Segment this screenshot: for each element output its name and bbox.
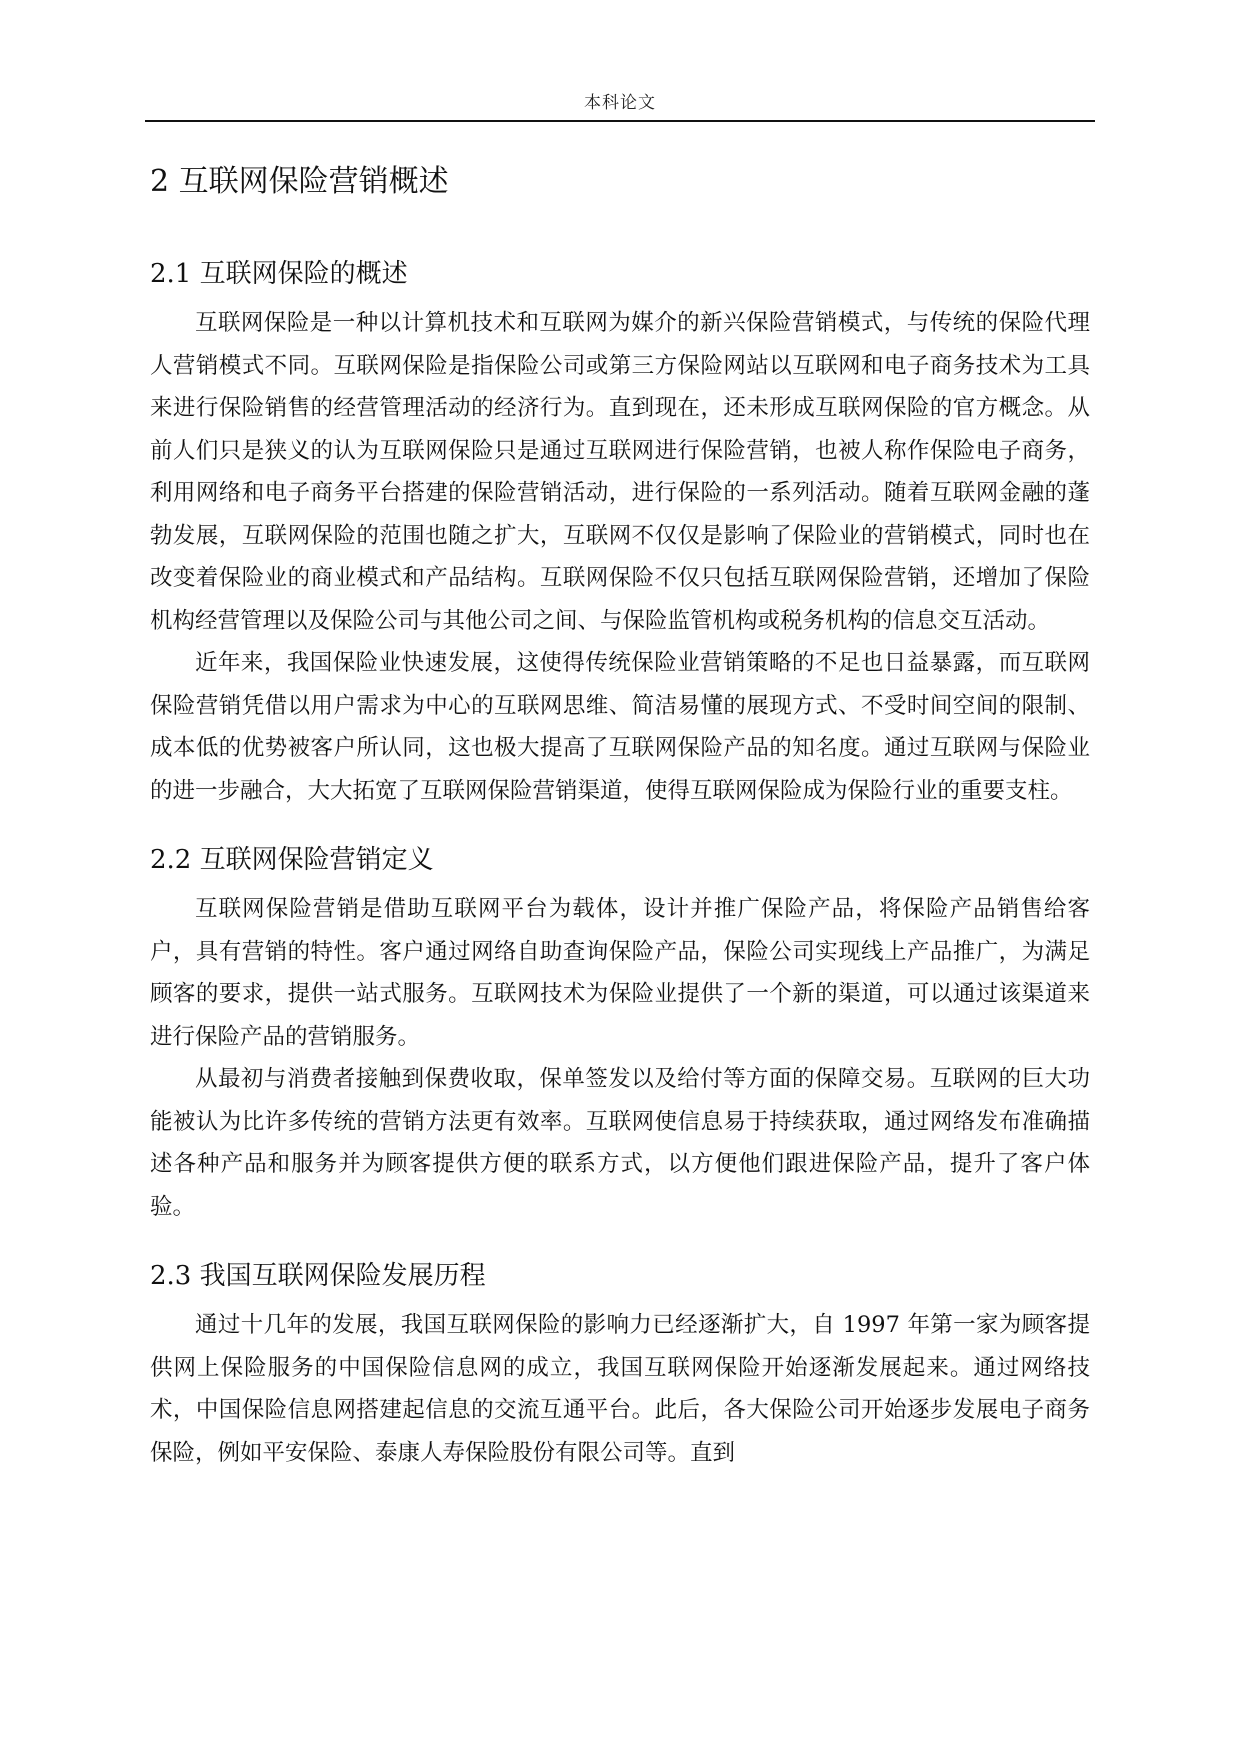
chapter-title: 2 互联网保险营销概述 [150, 164, 449, 199]
section-title: 2.3 我国互联网保险发展历程 [150, 1261, 486, 1291]
section-2-3 [150, 1256, 1090, 1474]
header-rule [145, 120, 1095, 122]
paragraph: 互联网保险是一种以计算机技术和互联网为媒介的新兴保险营销模式，与传统的保险代理人营销模式不同。互联网保险是指保险公司或第三方保险网站以互联网和电子商务技术为工具来进行保险销售的经营管理活动的经济行为。直到现在，还未形成互联网保险的官方概念。从前人们只是狭义的认为互联网保险只是通过互联网进行保险营销，也被人称作保险电子商务，利用网络和电子商务平台搭建的保险营销活动，进行保险的一系列活动。随着互联网金融的蓬勃发展，互联网保险的范围也随之扩大，互联网不仅仅是影响了保险业的营销模式，同时也在改变着保险业的商业模式和产品结构。互联网保险不仅只包括互联网保险营销，还增加了保险机构经营管理以及保险公司与其他公司之间、与保险监管机构或税务机构的信息交互活动。 [150, 310, 1090, 634]
section-2-1 [150, 254, 1090, 812]
page-content [150, 160, 1090, 1502]
paragraph: 从最初与消费者接触到保费收取，保单签发以及给付等方面的保障交易。互联网的巨大功能被认为比许多传统的营销方法更有效率。互联网使信息易于持续获取，通过网络发布准确描述各种产品和服务并为顾客提供方便的联系方式，以方便他们跟进保险产品，提升了客户体验。 [150, 1066, 1090, 1220]
paragraph: 近年来，我国保险业快速发展，这使得传统保险业营销策略的不足也日益暴露，而互联网保险营销凭借以用户需求为中心的互联网思维、简洁易懂的展现方式、不受时间空间的限制、成本低的优势被客户所认同，这也极大提高了互联网保险产品的知名度。通过互联网与保险业的进一步融合，大大拓宽了互联网保险营销渠道，使得互联网保险成为保险行业的重要支柱。 [150, 650, 1090, 804]
section-title: 2.2 互联网保险营销定义 [150, 845, 434, 875]
section-title: 2.1 互联网保险的概述 [150, 259, 408, 289]
paragraph: 通过十几年的发展，我国互联网保险的影响力已经逐渐扩大，自 1997 年第一家为顾客提供网上保险服务的中国保险信息网的成立，我国互联网保险开始逐渐发展起来。通过网络技术，中国保险信息网搭建起信息的交流互通平台。此后，各大保险公司开始逐步发展电子商务保险，例如平安保险、泰康人寿保险股份有限公司等。直到 [150, 1312, 1090, 1466]
paragraph: 互联网保险营销是借助互联网平台为载体，设计并推广保险产品，将保险产品销售给客户，具有营销的特性。客户通过网络自助查询保险产品，保险公司实现线上产品推广，为满足顾客的要求，提供一站式服务。互联网技术为保险业提供了一个新的渠道，可以通过该渠道来进行保险产品的营销服务。 [150, 896, 1090, 1050]
section-2-2 [150, 840, 1090, 1228]
running-header: 本科论文 [584, 93, 656, 113]
